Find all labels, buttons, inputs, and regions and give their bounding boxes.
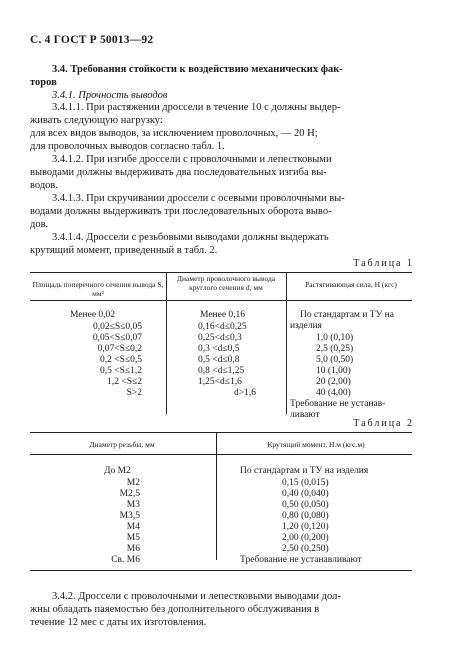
table1-force-row-6: 40 (4,00) <box>316 388 351 398</box>
table2-thread-row-6: М4 <box>126 522 140 532</box>
table1-area-row-7: 1,2 <S≤2 <box>107 377 142 387</box>
table2-torque-row-4: 0,80 (0,080) <box>282 511 329 521</box>
table2-thread-row-2: М2 <box>126 478 140 488</box>
paragraph-3-4-1-4-line1: 3.4.1.4. Дроссели с резьбовыми выводами должны выдержать <box>52 232 329 243</box>
paragraph-3-4-2-line3: течение 12 мес с даты их изготовления. <box>30 617 207 628</box>
table1-header-diameter: Диаметр проволочного вывода круглого сечения d, мм <box>176 274 276 292</box>
paragraph-3-4-1-2-line2: выводами должны выдерживать два последовательных изгиба вы- <box>30 167 327 178</box>
table2-header-torque: Крутящий момент, Н.м (кгс.м) <box>267 440 365 449</box>
table2-torque-row-7: 2,50 (0,250) <box>282 544 329 554</box>
table1-diameter-row-3: 0,25<d≤0,3 <box>198 333 242 343</box>
section-3-4-1-title: 3.4.1. Прочность выводов <box>52 90 168 101</box>
table1-force-row-3: 5,0 (0,50) <box>316 355 354 365</box>
table2-torque-row-5: 1,20 (0,120) <box>282 522 329 532</box>
table2-header-thread: Диаметр резьбы, мм <box>89 440 155 449</box>
table1-force-note-top-line2: изделия <box>290 321 322 331</box>
paragraph-3-4-1-4-line2: крутящий момент, приведенный в табл. 2. <box>30 245 218 256</box>
table1-area-row-5: 0,2 <S≤0,5 <box>100 355 142 365</box>
table1-area-row-8: S>2 <box>126 388 142 398</box>
section-3-4-heading-line2: торов <box>30 77 57 88</box>
paragraph-3-4-1-1-line3: для всех видов выводов, за исключением проволочных, — 20 Н; <box>30 128 318 139</box>
table1-diameter-row-1: Менее 0,16 <box>200 310 246 320</box>
table1-force-note-bottom-line2: ливают <box>290 410 320 420</box>
table2-divider <box>216 432 217 560</box>
table1-area-row-2: 0,02≤S≤0,05 <box>93 322 142 332</box>
paragraph-3-4-1-1-line1: 3.4.1.1. При растяжении дроссели в течение 10 с должны выдер- <box>52 102 341 113</box>
table2-header-rule <box>30 454 412 455</box>
paragraph-3-4-1-2-line3: водов. <box>30 180 59 191</box>
table2-caption: Таблица 2 <box>353 418 414 429</box>
table2-thread-row-3: М2,5 <box>119 489 140 499</box>
table2-torque-row-3: 0,50 (0,050) <box>282 500 329 510</box>
paragraph-3-4-1-1-line2: живать следующую нагрузку: <box>30 115 163 126</box>
table1-divider-2 <box>286 272 287 414</box>
table1-diameter-row-2: 0,16<d≤0,25 <box>198 322 247 332</box>
table2-thread-row-9: Св. М6 <box>111 555 140 565</box>
table1-force-note-top-line1: По стандартам и ТУ на <box>300 310 394 320</box>
table1-area-row-1: Менее 0,02 <box>70 310 116 320</box>
table1-top-rule <box>30 272 412 273</box>
table2-torque-note-top: По стандартам и ТУ на изделия <box>240 466 369 476</box>
table1-diameter-row-6: 0,8 <d≤1,25 <box>198 366 245 376</box>
table1-area-row-4: 0,07<S≤0,2 <box>97 344 142 354</box>
table1-force-row-1: 1,0 (0,10) <box>316 333 354 343</box>
paragraph-3-4-2-line2: жны обладать паяемостью без дополнительного обслуживания в <box>30 604 320 615</box>
paragraph-3-4-1-3-line2: водами должны выдерживать три последовательных оборота выво- <box>30 206 332 217</box>
page-header: С. 4 ГОСТ Р 50013—92 <box>30 34 154 46</box>
table1-area-row-3: 0,05<S≤0,07 <box>92 333 142 343</box>
table1-force-row-2: 2,5 (0,25) <box>316 344 354 354</box>
table1-header-area: Площадь поперечного сечения вывода S, мм² <box>32 280 164 298</box>
paragraph-3-4-1-3-line3: дов. <box>30 219 49 230</box>
table2-torque-row-6: 2,00 (0,200) <box>282 533 329 543</box>
table2-torque-row-2: 0,40 (0,040) <box>282 489 329 499</box>
table1-header-force: Растягивающая сила, Н (кгс) <box>305 280 397 289</box>
table1-diameter-row-8: d>1,6 <box>234 388 256 398</box>
section-3-4-heading-line1: 3.4. Требования стойкости к воздействию механических фак- <box>52 64 343 75</box>
table1-header-rule <box>30 300 412 301</box>
table2-top-rule <box>30 432 412 433</box>
table1-force-row-4: 10 (1,00) <box>316 366 351 376</box>
table2-thread-row-5: М3,5 <box>119 511 140 521</box>
table1-diameter-row-7: 1,25<d≤1,6 <box>198 377 242 387</box>
table1-divider-1 <box>166 272 167 414</box>
paragraph-3-4-1-3-line1: 3.4.1.3. При скручивании дроссели с осевыми проволочными вы- <box>52 193 345 204</box>
table1-diameter-row-4: 0,3 <d≤0,5 <box>198 344 240 354</box>
paragraph-3-4-1-1-line4: для проволочных выводов согласно табл. 1. <box>30 141 225 152</box>
table2-thread-row-1: До М2 <box>104 466 131 476</box>
table2-thread-row-8: М6 <box>126 544 140 554</box>
table1-force-note-bottom-line1: Требование не устанав- <box>290 399 386 409</box>
paragraph-3-4-1-2-line1: 3.4.1.2. При изгибе дроссели с проволочными и лепестковыми <box>52 154 332 165</box>
table1-area-row-6: 0,5 <S≤1,2 <box>100 366 142 376</box>
table2-bottom-rule <box>30 570 412 571</box>
table2-torque-note-bottom: Требование не устанавливают <box>240 555 362 565</box>
paragraph-3-4-2-line1: 3.4.2. Дроссели с проволочными и лепестковыми выводами дол- <box>52 591 341 602</box>
table2-thread-row-4: М3 <box>126 500 140 510</box>
table1-caption: Таблица 1 <box>353 258 414 269</box>
table1-force-row-5: 20 (2,00) <box>316 377 351 387</box>
table1-diameter-row-5: 0,5 <d≤0,8 <box>198 355 240 365</box>
table2-thread-row-7: М5 <box>126 533 140 543</box>
table2-torque-row-1: 0,15 (0,015) <box>282 478 329 488</box>
